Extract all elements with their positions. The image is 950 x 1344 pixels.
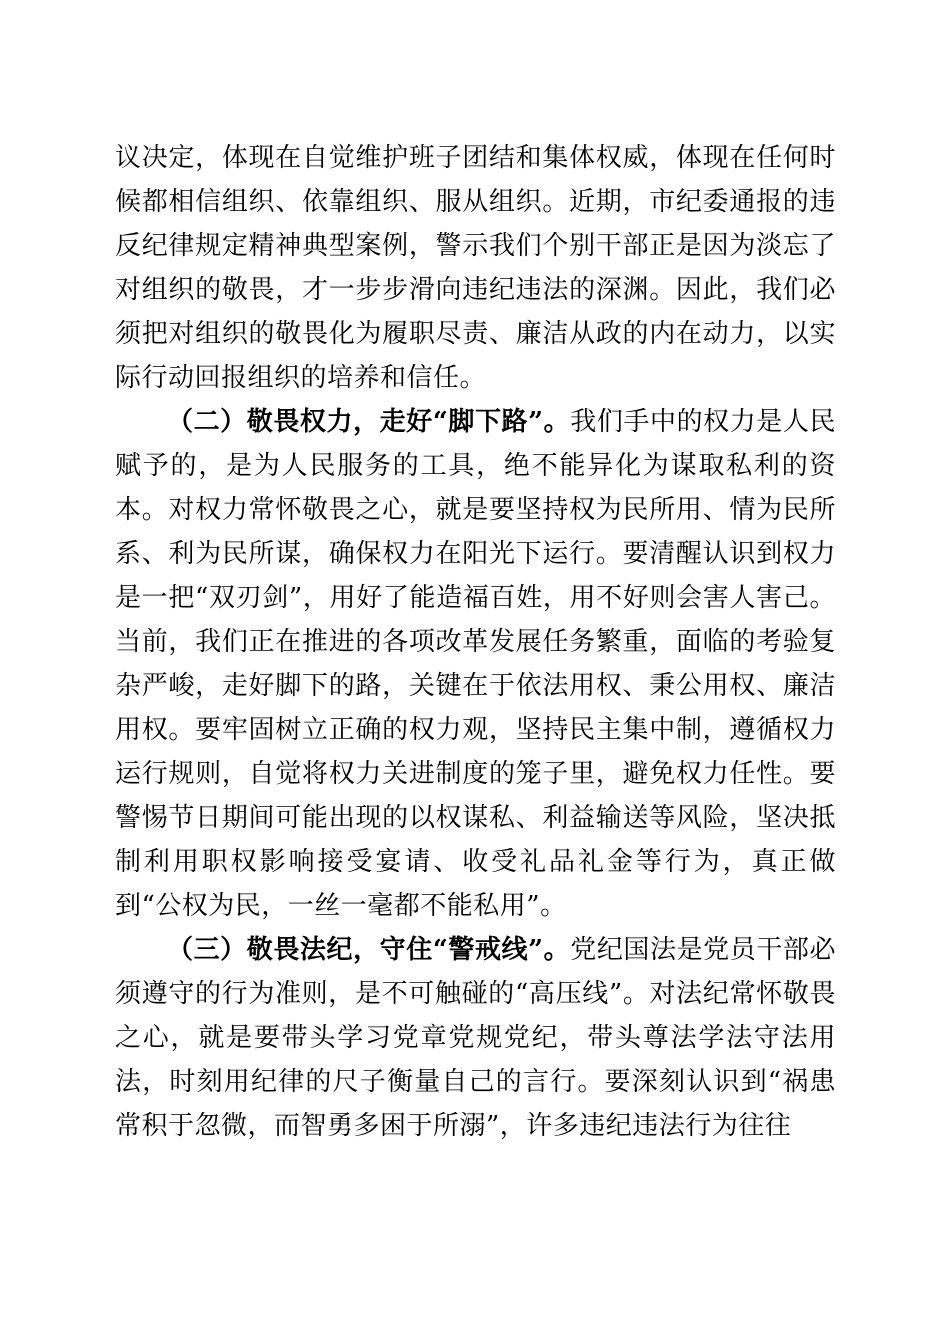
paragraph: [115, 136, 836, 400]
paragraph: [115, 928, 836, 1148]
paragraph-text: 党纪国法是党员干部必须遵守的行为准则，是不可触碰的“高压线”。对法纪常怀敬畏之心，就是要带头学习党章党规党纪，带头尊法学法守法用法，时刻用纪律的尺子衡量自己的言行。要深刻认识到“祸患常积于忽微，而智勇多困于所溺”，许多违纪违法行为往往: [115, 935, 836, 1141]
paragraph-text: 议决定，体现在自觉维护班子团结和集体权威，体现在任何时候都相信组织、依靠组织、服从组织。近期，市纪委通报的违反纪律规定精神典型案例，警示我们个别干部正是因为淡忘了对组织的敬畏，才一步步滑向违纪违法的深渊。因此，我们必须把对组织的敬畏化为履职尽责、廉洁从政的内在动力，以实际行动回报组织的培养和信任。: [115, 143, 836, 393]
paragraph-text: 我们手中的权力是人民赋予的，是为人民服务的工具，绝不能异化为谋取私利的资本。对权力常怀敬畏之心，就是要坚持权为民所用、情为民所系、利为民所谋，确保权力在阳光下运行。要清醒认识到权力是一把“双刃剑”，用好了能造福百姓，用不好则会害人害己。当前，我们正在推进的各项改革发展任务繁重，面临的考验复杂严峻，走好脚下的路，关键在于依法用权、秉公用权、廉洁用权。要牢固树立正确的权力观，坚持民主集中制，遵循权力运行规则，自觉将权力关进制度的笼子里，避免权力任性。要警惕节日期间可能出现的以权谋私、利益输送等风险，坚决抵制利用职权影响接受宴请、收受礼品礼金等行为，真正做到“公权为民，一丝一毫都不能私用”。: [115, 407, 836, 921]
paragraph-lead: （三）敬畏法纪，守住“警戒线”。: [167, 935, 571, 965]
paragraph: [115, 400, 836, 928]
paragraph-lead: （二）敬畏权力，走好“脚下路”。: [167, 407, 571, 437]
